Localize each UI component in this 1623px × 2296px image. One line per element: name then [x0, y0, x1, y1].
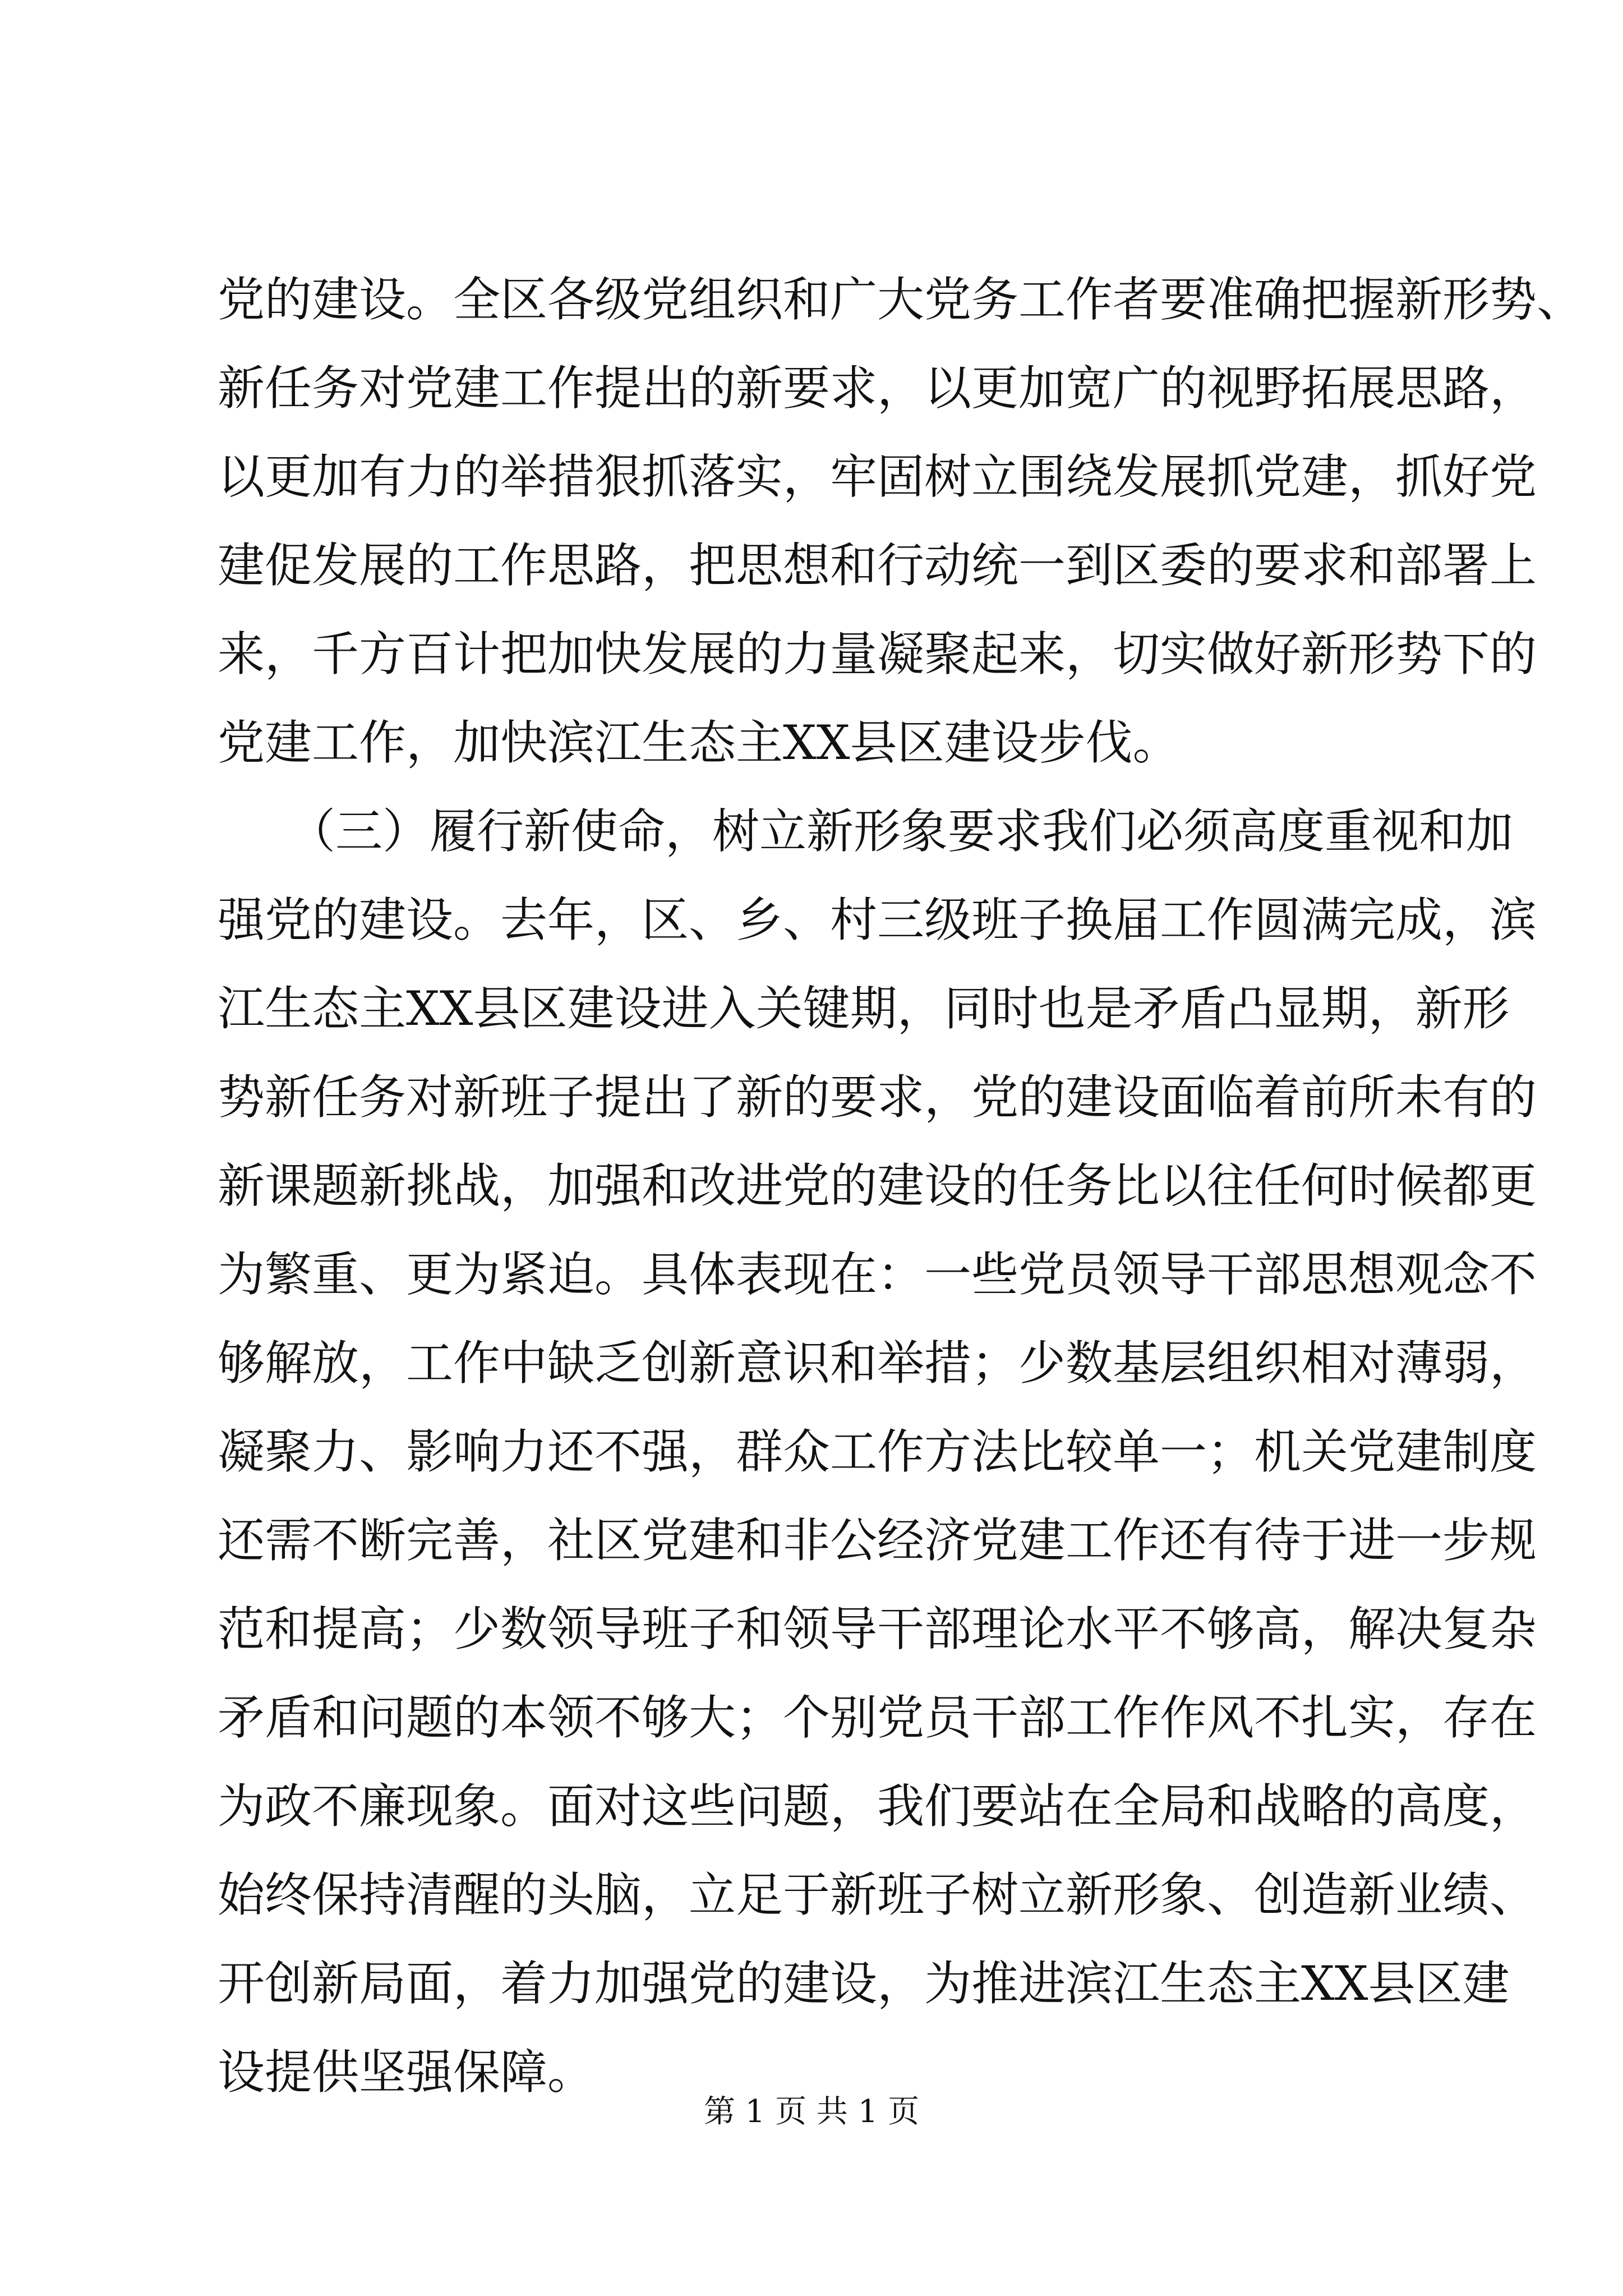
page-footer [0, 2090, 1623, 2134]
text-line-18: 为政不廉现象。面对这些问题，我们要站在全局和战略的高度， [218, 1779, 1537, 1834]
text-line-11: 新课题新挑战，加强和改进党的建设的任务比以往任何时候都更 [218, 1158, 1537, 1213]
text-line-12: 为繁重、更为紧迫。具体表现在：一些党员领导干部思想观念不 [218, 1247, 1537, 1302]
text-line-1: 党的建设。全区各级党组织和广大党务工作者要准确把握新形势、 [218, 272, 1584, 327]
text-line-8: 强党的建设。去年，区、乡、村三级班子换届工作圆满完成，滨 [218, 892, 1537, 947]
text-line-15: 还需不断完善，社区党建和非公经济党建工作还有待于进一步规 [218, 1513, 1537, 1568]
text-line-10: 势新任务对新班子提出了新的要求，党的建设面临着前所未有的 [218, 1070, 1537, 1125]
text-line-19: 始终保持清醒的头脑，立足于新班子树立新形象、创造新业绩、 [218, 1867, 1537, 1922]
text-line-6: 党建工作，加快滨江生态主XX县区建设步伐。 [218, 715, 1180, 770]
text-line-3: 以更加有力的举措狠抓落实，牢固树立围绕发展抓党建，抓好党 [218, 449, 1537, 504]
text-line-7: （三）履行新使命，树立新形象要求我们必须高度重视和加 [218, 804, 1514, 859]
text-line-20: 开创新局面，着力加强党的建设，为推进滨江生态主XX县区建 [218, 1956, 1510, 2011]
text-line-16: 范和提高；少数领导班子和领导干部理论水平不够高，解决复杂 [218, 1602, 1537, 1657]
text-line-17: 矛盾和问题的本领不够大；个别党员干部工作作风不扎实，存在 [218, 1690, 1537, 1745]
text-line-21: 设提供坚强保障。 [218, 2045, 595, 2100]
text-line-4: 建促发展的工作思路，把思想和行动统一到区委的要求和部署上 [218, 538, 1537, 593]
text-line-2: 新任务对党建工作提出的新要求，以更加宽广的视野拓展思路， [218, 361, 1537, 416]
page-number-label: 第 1 页 共 1 页 [703, 2093, 920, 2130]
text-line-14: 凝聚力、影响力还不强，群众工作方法比较单一；机关党建制度 [218, 1424, 1537, 1479]
text-line-9: 江生态主XX县区建设进入关键期，同时也是矛盾凸显期，新形 [218, 981, 1510, 1036]
text-line-13: 够解放，工作中缺乏创新意识和举措；少数基层组织相对薄弱， [218, 1336, 1537, 1391]
body-text [218, 255, 1584, 2116]
text-line-5: 来，千方百计把加快发展的力量凝聚起来，切实做好新形势下的 [218, 627, 1537, 682]
